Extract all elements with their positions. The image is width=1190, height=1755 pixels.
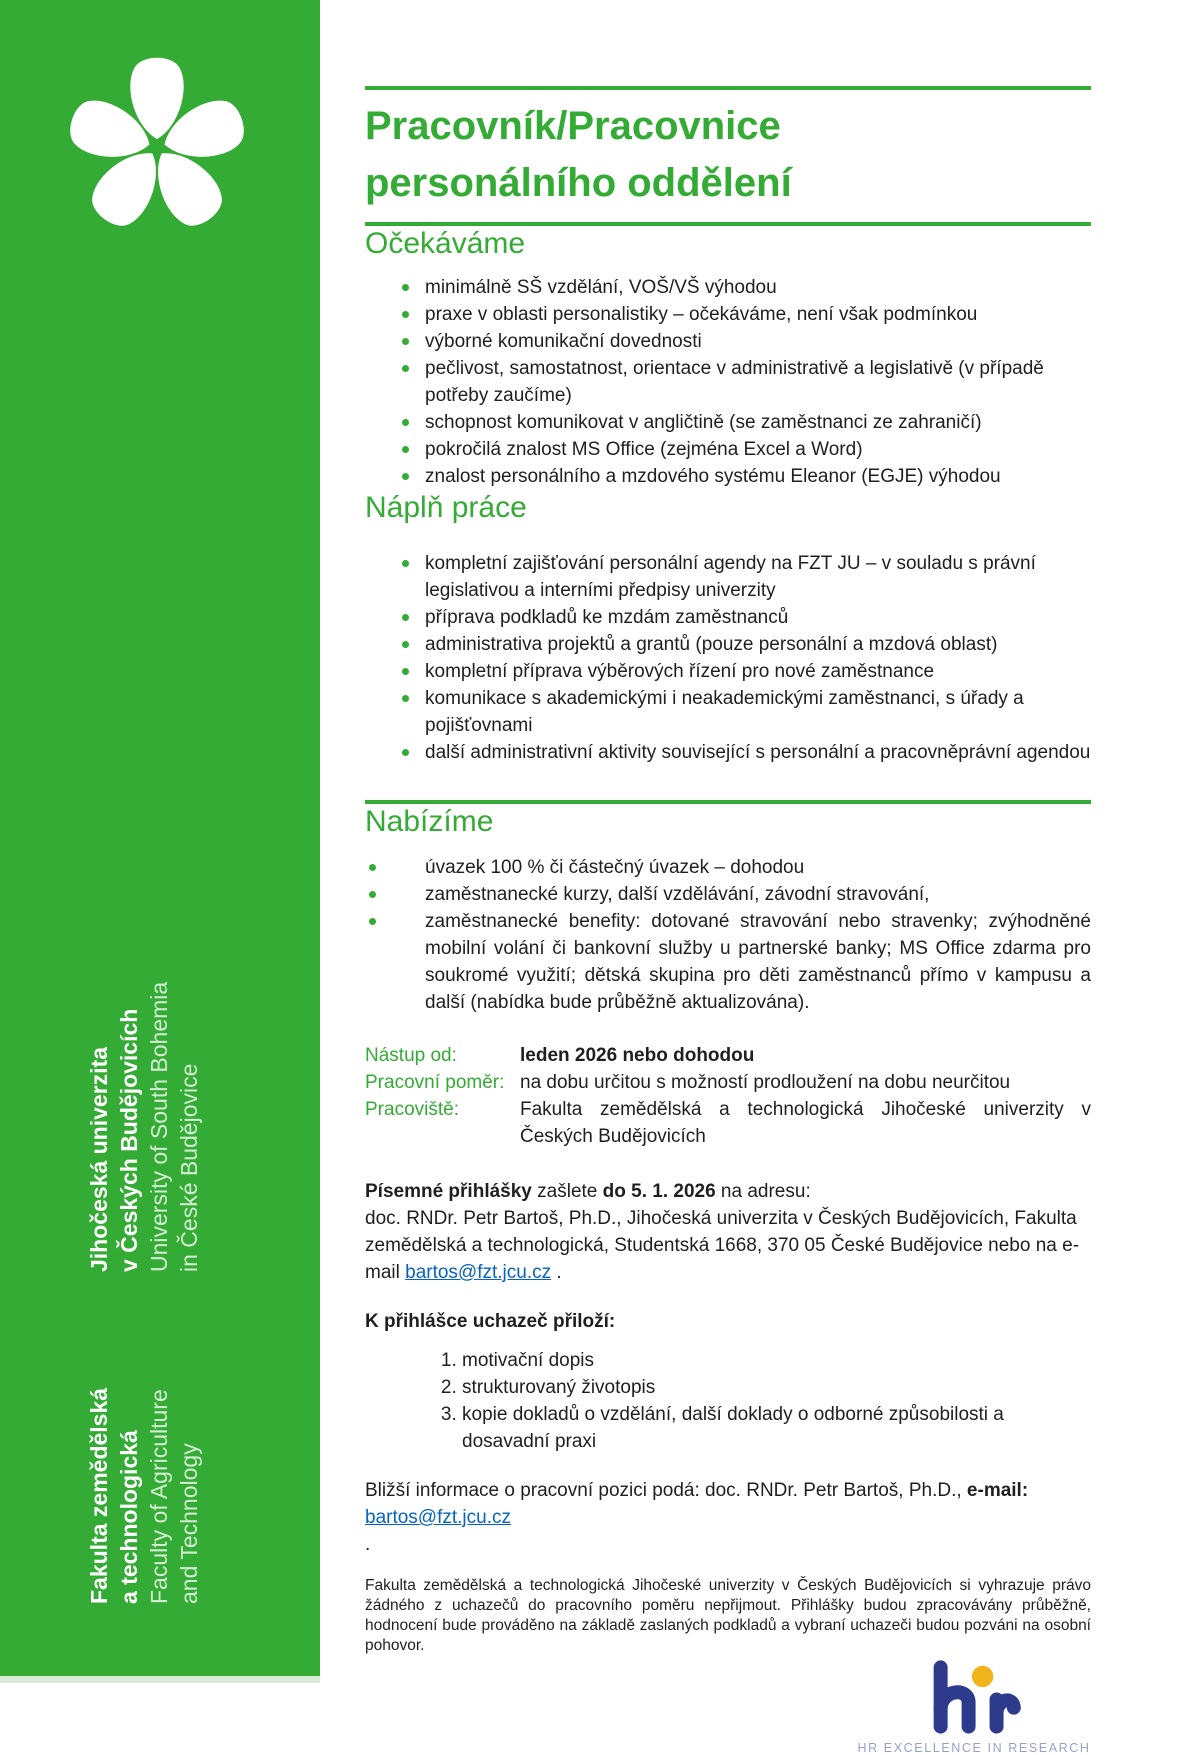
detail-row-nastup	[365, 1042, 1091, 1069]
detail-row-pracoviste	[365, 1096, 1091, 1150]
more-info	[365, 1477, 1091, 1558]
list-item: komunikace s akademickými i neakademickými zaměstnanci, s úřady a pojišťovnami	[365, 685, 1091, 739]
list-item: praxe v oblasti personalistiky – očekáváme, není však podmínkou	[365, 301, 1091, 328]
list-item: 1. motivační dopis	[462, 1347, 1091, 1374]
list-item: úvazek 100 % či částečný úvazek – dohodou	[365, 854, 1091, 881]
detail-value: Fakulta zemědělská a technologická Jihočeské univerzity v Českých Budějovicích	[520, 1099, 1091, 1147]
email-link[interactable]: bartos@fzt.jcu.cz	[405, 1262, 552, 1283]
list-item: pečlivost, samostatnost, orientace v administrativě a legislativě (v případě potřeby zaučíme)	[365, 355, 1091, 409]
list-item: další administrativní aktivity související s personální a pracovněprávní agendou	[365, 739, 1091, 766]
job-details	[365, 1042, 1091, 1150]
attachments-list	[365, 1347, 1091, 1455]
list-item: 2. strukturovaný životopis	[462, 1374, 1091, 1401]
expect-list	[365, 274, 1091, 490]
sidebar-faculty-name	[84, 1388, 204, 1604]
list-item: příprava podkladů ke mzdám zaměstnanců	[365, 604, 1091, 631]
email-label: e-mail:	[966, 1480, 1029, 1501]
hr-award-caption-text: HR EXCELLENCE IN RESEARCH	[857, 1741, 1091, 1755]
email-link[interactable]: bartos@fzt.jcu.cz	[365, 1507, 511, 1528]
university-name-en-line2: in České Budějovice	[176, 1063, 202, 1272]
hr-logo-head-dot	[972, 1666, 993, 1687]
list-item: 3. kopie dokladů o vzdělání, další doklady o odborné způsobilosti a dosavadní praxi	[462, 1401, 1091, 1455]
list-item: výborné komunikační dovednosti	[365, 328, 1091, 355]
duties-list	[365, 550, 1091, 766]
title-rule-top	[365, 86, 1091, 90]
application-deadline-date: do 5. 1. 2026	[602, 1181, 716, 1202]
address-tail: .	[551, 1262, 562, 1283]
section-heading-ocekavame: Očekáváme	[365, 227, 526, 260]
more-info-tail: .	[365, 1534, 371, 1555]
university-name-cs-line1: Jihočeská univerzita	[86, 1047, 112, 1272]
university-name-cs-line2: v Českých Budějovicích	[116, 1008, 142, 1272]
section-heading-nabizime: Nabízíme	[365, 805, 494, 838]
faculty-name-en-line1: Faculty of Agriculture	[146, 1389, 172, 1604]
faculty-name-en-line2: and Technology	[176, 1443, 202, 1604]
application-text: zašlete	[531, 1181, 603, 1202]
list-item: zaměstnanecké benefity: dotované stravování nebo stravenky; zvýhodněné mobilní volání či bankovní služby u partnerské banky; MS Office zdarma pro soukromé využití; dětská skupina pro děti zaměstnanců přímo v kampusu a další (nabídka bude průběžně aktualizována).	[365, 908, 1091, 1016]
hr-excellence-logo-icon	[930, 1660, 1022, 1734]
detail-label: Pracoviště:	[365, 1099, 459, 1120]
flower-icon	[38, 26, 276, 268]
list-item: schopnost komunikovat v angličtině (se zaměstnanci ze zahraničí)	[365, 409, 1091, 436]
list-item: administrativa projektů a grantů (pouze personální a mzdová oblast)	[365, 631, 1091, 658]
application-instructions	[365, 1178, 1091, 1205]
main-content	[365, 0, 1091, 1755]
section-heading-napln-prace: Náplň práce	[365, 491, 527, 524]
detail-row-pomer	[365, 1069, 1091, 1096]
university-name-en-line1: University of South Bohemia	[146, 981, 172, 1272]
page-title-line1: Pracovník/Pracovnice	[365, 104, 781, 148]
list-item: zaměstnanecké kurzy, další vzdělávání, závodní stravování,	[365, 881, 1091, 908]
page-title	[365, 98, 1091, 212]
application-deadline-label: Písemné přihlášky	[365, 1181, 532, 1202]
faculty-name-cs-line1: Fakulta zemědělská	[86, 1387, 112, 1604]
detail-value: na dobu určitou s možností prodloužení na dobu neurčitou	[520, 1072, 1011, 1093]
green-sidebar	[0, 0, 320, 1676]
page-title-line2: personálního oddělení	[365, 161, 792, 205]
list-item: znalost personálního a mzdového systému Eleanor (EGJE) výhodou	[365, 463, 1091, 490]
application-address	[365, 1205, 1091, 1286]
list-item: pokročilá znalost MS Office (zejména Excel a Word)	[365, 436, 1091, 463]
disclaimer-text: Fakulta zemědělská a technologická Jihočeské univerzity v Českých Budějovicích si vyhrazuje právo žádného z uchazečů do pracovního poměru nepřijmout. Přihlášky budou zpracovávány průběžně, hodnocení bude prováděno na základě zaslaných podkladů a vybraní uchazeči budou pozváni na osobní pohovor.	[365, 1577, 1091, 1654]
more-info-text: Bližší informace o pracovní pozici podá: doc. RNDr. Petr Bartoš, Ph.D.,	[365, 1480, 967, 1501]
detail-label: Nástup od:	[365, 1045, 457, 1066]
address-text: doc. RNDr. Petr Bartoš, Ph.D., Jihočeská univerzita v Českých Budějovicích, Fakulta zemědělská a technologická, Studentská 1668, 370 05 České Budějovice nebo na e-mail	[365, 1208, 1080, 1283]
hr-award-caption	[857, 1741, 1091, 1755]
detail-value: leden 2026 nebo dohodou	[520, 1045, 755, 1066]
detail-label: Pracovní poměr:	[365, 1072, 505, 1093]
list-item: minimálně SŠ vzdělání, VOŠ/VŠ výhodou	[365, 274, 1091, 301]
application-text: na adresu:	[715, 1181, 811, 1202]
university-flower-logo	[38, 26, 276, 273]
list-item: kompletní příprava výběrových řízení pro nové zaměstnance	[365, 658, 1091, 685]
offer-list	[365, 854, 1091, 1016]
list-item: kompletní zajišťování personální agendy na FZT JU – v souladu s právní legislativou a interními předpisy univerzity	[365, 550, 1091, 604]
faculty-name-cs-line2: a technologická	[116, 1430, 142, 1604]
sidebar-bottom-strip	[0, 1676, 320, 1683]
hr-excellence-award	[857, 1660, 1091, 1755]
attachments-heading: K přihlášce uchazeč přiloží:	[365, 1311, 616, 1332]
sidebar-university-name	[84, 982, 204, 1272]
